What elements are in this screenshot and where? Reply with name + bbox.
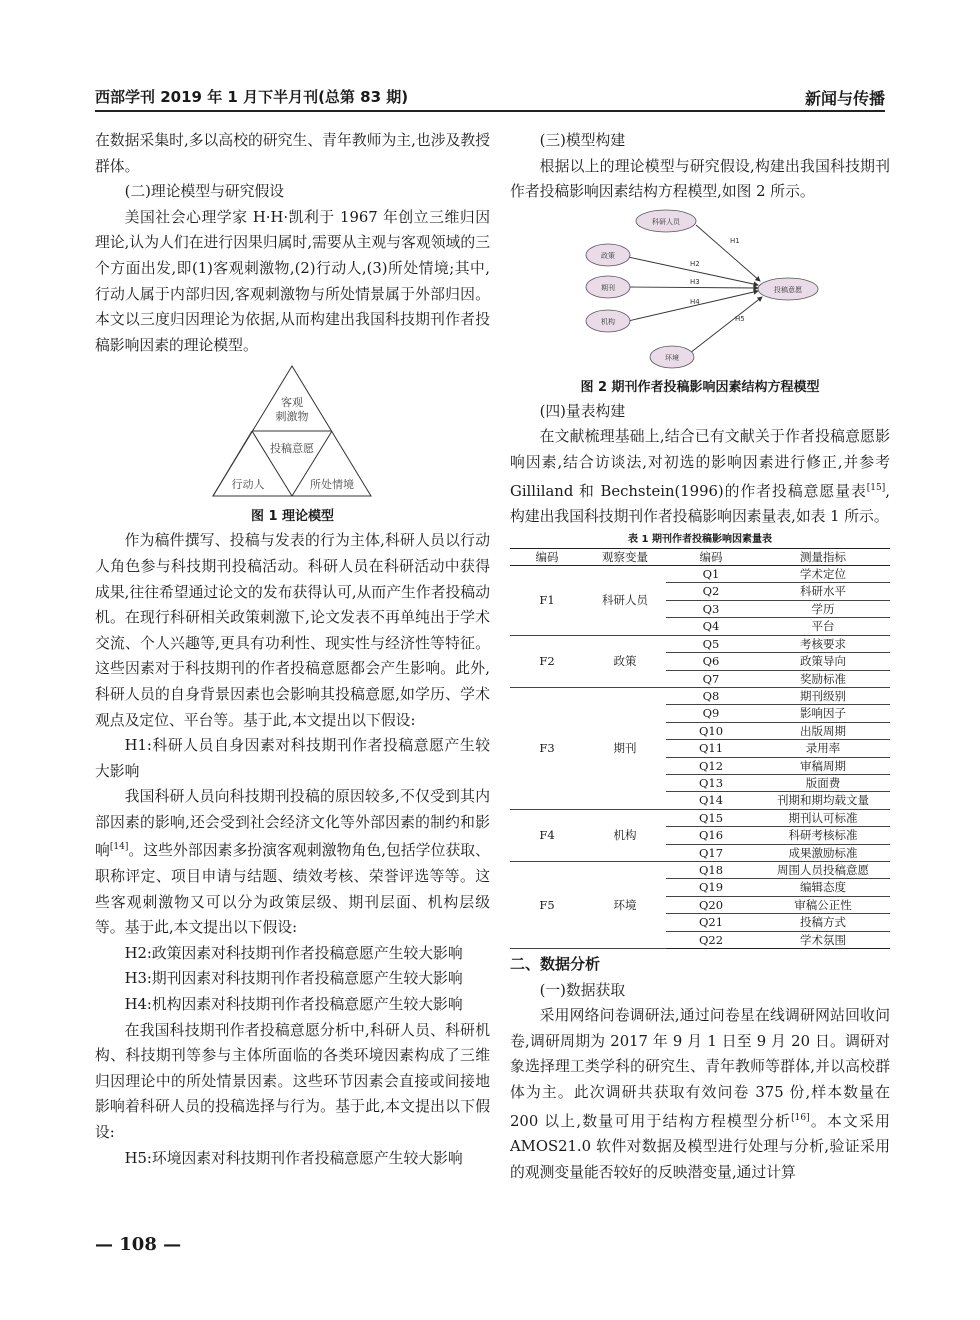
item-code: Q16 [666,827,756,844]
item-indicator: 政策导向 [756,653,890,670]
item-code: Q12 [666,757,756,774]
section-heading: (二)理论模型与研究假设 [124,183,285,201]
paragraph: 作为稿件撰写、投稿与发表的行为主体,科研人员以行动人角色参与科技期刊投稿活动。科研人员在科研活动中获得成果,往往希望通过论文的发布获得认可,从而产生作者投稿动机。在现行科研相关政策刺激下,论文发表不再单纯出于学术交流、个人兴趣等,更具有功利性、现实性与经济性等特征。这些因素对于科技期刊的作者投稿意愿都会产生影响。此外,科研人员的自身背景因素也会影响其投稿意愿,如学历、学术观点及定位、平台等。基于此,本文提出以下假设: [95,532,490,729]
item-indicator: 周围人员投稿意愿 [756,861,890,878]
table-body [510,566,890,949]
path-label: H3 [690,277,700,286]
table-row [510,809,890,826]
journal-title: 西部学刊 2019 年 1 月下半月刊(总第 83 期) [95,88,409,106]
section-heading: (一)数据获取 [539,981,626,999]
item-indicator: 学术定位 [756,566,890,583]
path-label: H2 [690,259,700,268]
node-label: 科研人员 [652,217,680,226]
item-indicator: 刊期和期均载文量 [756,792,890,809]
node-left: 行动人 [231,478,265,492]
section-heading: (四)量表构建 [539,402,626,420]
section-heading: 二、数据分析 [510,955,601,974]
item-indicator: 出版周期 [756,722,890,739]
paragraph: 美国社会心理学家 H·H·凯利于 1967 年创立三维归因理论,认为人们在进行因果归属时,需要从主观与客观领域的三个方面出发,即(1)客观刺激物,(2)行动人,(3)所处情境;其中,行动人属于内部归因,客观刺激物与所处情景属于外部归因。本文以三度归因理论为依据,从而构建出我国科技期刊作者投稿影响因素的理论模型。 [95,208,490,354]
table-caption: 表 1 期刊作者投稿影响因素量表 [628,533,772,545]
item-indicator: 成果激励标准 [756,844,890,861]
item-code: Q19 [666,879,756,896]
paragraph: 我国科研人员向科技期刊投稿的原因较多,不仅受到其内部因素的影响,还会受到社会经济文化等外部因素的制约和影响[14]。这些外部因素多扮演客观刺激物角色,包括学位获取、职称评定、项目申请与结题、绩效考核、荣誉评选等等。这些客观刺激物又可以分为政策层级、期刊层面、机构层级等。基于此,本文提出以下假设: [95,788,490,937]
factor-name: 期刊 [584,687,666,809]
table-header-row [510,548,890,565]
path-label: H5 [735,314,745,323]
item-code: Q10 [666,722,756,739]
item-code: Q21 [666,914,756,931]
item-code: Q6 [666,653,756,670]
col-header: 观察变量 [584,548,666,565]
item-indicator: 审稿周期 [756,757,890,774]
item-indicator: 期刊级别 [756,687,890,704]
node-label: 机构 [601,317,615,326]
hypothesis-h3: H3:期刊因素对科技期刊作者投稿意愿产生较大影响 [124,970,463,988]
node-top-2: 刺激物 [275,410,309,424]
item-indicator: 奖励标准 [756,670,890,687]
factor-code: F2 [510,635,584,687]
path-label: H4 [690,297,700,306]
item-code: Q13 [666,774,756,791]
item-code: Q17 [666,844,756,861]
node-label: 期刊 [601,283,615,292]
page-number: — 108 — [95,1234,182,1255]
item-code: Q7 [666,670,756,687]
paragraph: 在我国科技期刊作者投稿意愿分析中,科研人员、科研机构、科技期刊等参与主体所面临的各类环境因素构成了三维归因理论中的所处情景因素。这些环节因素会直接或间接地影响着科研人员的投稿选择与行为。基于此,本文提出以下假设: [95,1021,490,1141]
paragraph: 采用网络问卷调研法,通过问卷星在线调研网站回收问卷,调研周期为 2017 年 9 月 1 日至 9 月 20 日。调研对象选择理工类学科的研究生、青年教师等群体,并以高校群体为主。此次调研共获取有效问卷 375 份,样本数量在 200 以上,数量可用于结构方程模型分析[16]。本文采用 AMOS21.0 软件对数据及模型进行处理与分析,验证采用的观测变量能否较好的反映潜变量,通过计算 [510,1007,890,1181]
item-code: Q18 [666,861,756,878]
factor-code: F4 [510,809,584,861]
item-indicator: 平台 [756,618,890,635]
col-header: 编码 [510,548,584,565]
item-indicator: 审稿公正性 [756,896,890,913]
item-code: Q11 [666,740,756,757]
item-code: Q20 [666,896,756,913]
item-indicator: 考核要求 [756,635,890,652]
table-row [510,635,890,652]
item-code: Q4 [666,618,756,635]
table-row [510,687,890,704]
figure-caption: 图 2 期刊作者投稿影响因素结构方程模型 [580,379,820,395]
hypothesis-h5: H5:环境因素对科技期刊作者投稿意愿产生较大影响 [124,1149,463,1167]
item-indicator: 投稿方式 [756,914,890,931]
hypothesis-h1: H1:科研人员自身因素对科技期刊作者投稿意愿产生较大影响 [95,737,490,780]
factor-code: F5 [510,861,584,948]
hypothesis-h2: H2:政策因素对科技期刊作者投稿意愿产生较大影响 [124,944,463,962]
paragraph: 在数据采集时,多以高校的研究生、青年教师为主,也涉及教授群体。 [95,132,490,175]
table-row [510,861,890,878]
hypothesis-h4: H4:机构因素对科技期刊作者投稿意愿产生较大影响 [124,995,463,1013]
sem-diagram [510,209,890,377]
item-code: Q3 [666,600,756,617]
paragraph: 根据以上的理论模型与研究假设,构建出我国科技期刊作者投稿影响因素结构方程模型,如图 2 所示。 [510,157,890,201]
node-label: 环境 [665,353,679,362]
col-header: 编码 [666,548,756,565]
item-code: Q14 [666,792,756,809]
item-indicator: 学历 [756,600,890,617]
item-indicator: 科研水平 [756,583,890,600]
factor-name: 政策 [584,635,666,687]
section-heading: (三)模型构建 [539,132,626,149]
factor-name: 科研人员 [584,566,666,636]
path-label: H1 [730,236,740,245]
node-right: 所处情境 [310,478,354,492]
right-column [510,128,890,1185]
node-label: 政策 [601,251,615,260]
node-center: 投稿意愿 [270,442,314,456]
node-label: 投稿意愿 [774,285,802,294]
item-code: Q1 [666,566,756,583]
factor-code: F1 [510,566,584,636]
figure-1 [95,364,490,506]
item-code: Q9 [666,705,756,722]
factor-name: 机构 [584,809,666,861]
table-row [510,566,890,583]
figure-2 [510,209,890,377]
running-header [95,84,885,112]
item-indicator: 录用率 [756,740,890,757]
item-indicator: 学术氛围 [756,931,890,948]
item-indicator: 版面费 [756,774,890,791]
item-code: Q5 [666,635,756,652]
figure-caption: 图 1 理论模型 [250,509,335,525]
item-code: Q2 [666,583,756,600]
factor-table [510,548,890,949]
node-top-1: 客观 [281,396,303,410]
triangle-diagram [95,364,490,506]
item-indicator: 影响因子 [756,705,890,722]
factor-code: F3 [510,687,584,809]
item-indicator: 编辑态度 [756,879,890,896]
section-title: 新闻与传播 [804,89,885,108]
left-column [95,128,490,1171]
item-code: Q8 [666,687,756,704]
item-code: Q15 [666,809,756,826]
item-code: Q22 [666,931,756,948]
factor-name: 环境 [584,861,666,948]
col-header: 测量指标 [756,548,890,565]
paragraph: 在文献梳理基础上,结合已有文献关于作者投稿意愿影响因素,结合访谈法,对初选的影响因素进行修正,并参考 Gilliland 和 Bechstein(1996)的作者投稿意愿量表[15],构建出我国科技期刊作者投稿影响因素量表,如表 1 所示。 [510,428,890,526]
item-indicator: 期刊认可标准 [756,809,890,826]
item-indicator: 科研考核标准 [756,827,890,844]
